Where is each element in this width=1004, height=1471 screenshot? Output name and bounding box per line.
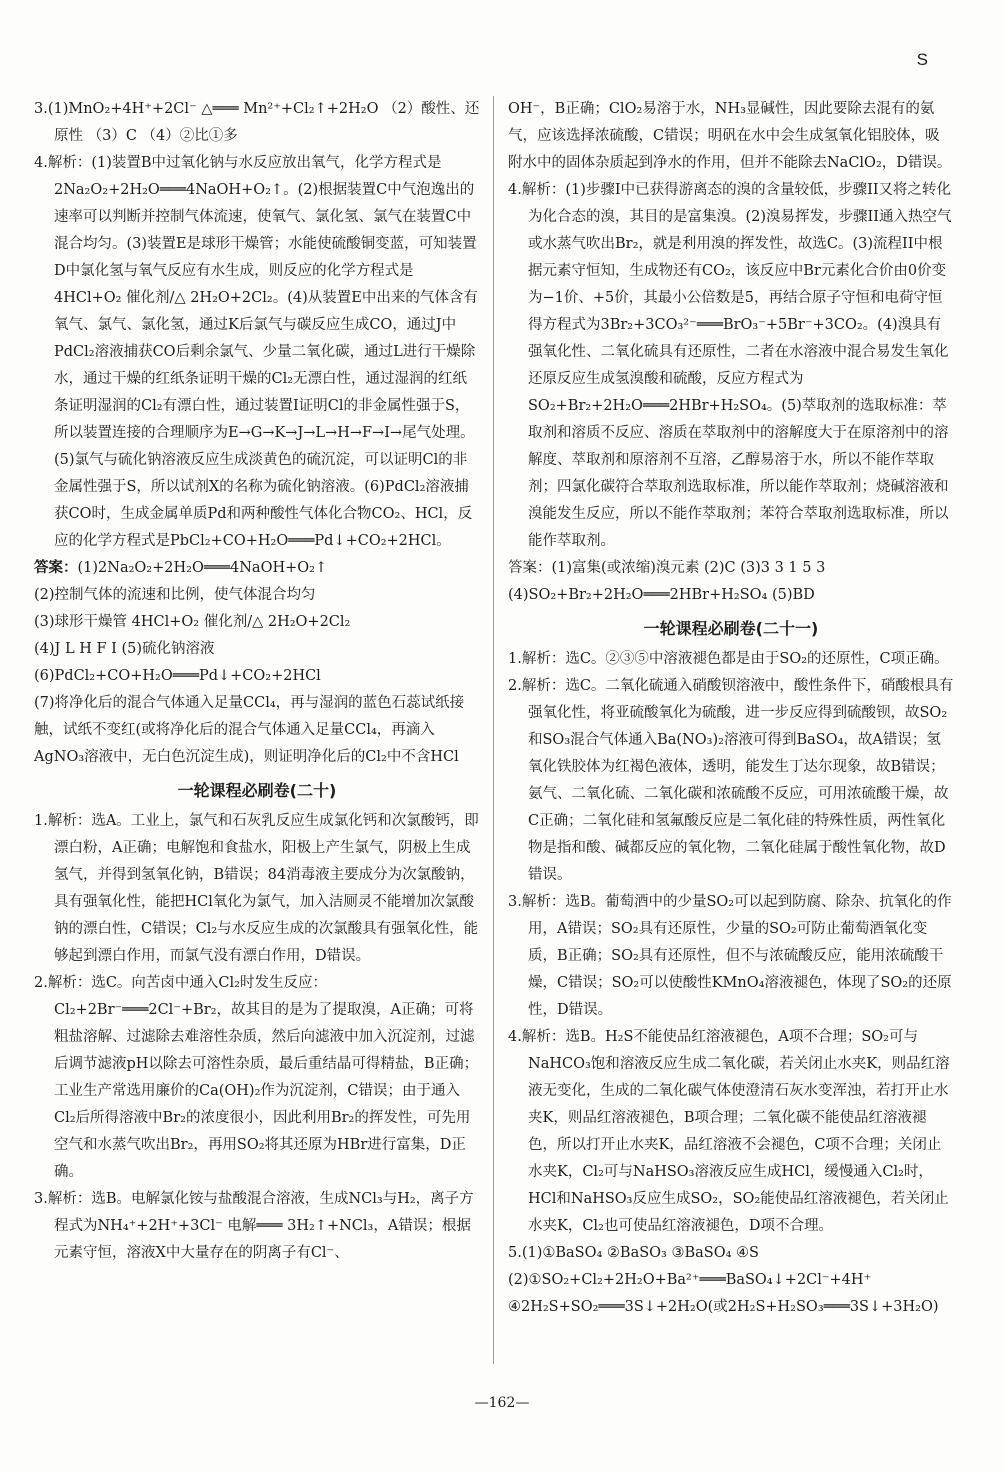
answer-4: (4)J L H F I (5)硫化钠溶液 — [34, 641, 215, 657]
analysis-s1: 1.解析：选A。工业上，氯气和石灰乳反应生成氯化钙和次氯酸钙，即漂白粉，A正确；电解饱和食盐水，阳极上产生氯气，阴极上生成氢气，并得到氢氧化钠，B错误；84消毒液主要成分为次氯酸钠，具有强氧化性，能把HCl氧化为氯气，加入洁厕灵不能增加次氯酸钠的漂白性，C错误；Cl₂与水反应生成的次氯酸具有强氧化性，能够起到漂白作用，而氯气没有漂白作用，D错误。 — [34, 813, 479, 964]
answer-r-4b: (4)SO₂+Br₂+2H₂O═══2HBr+H₂SO₄ (5)BD — [508, 587, 815, 603]
answer-3b: (3)球形干燥管 4HCl+O₂ 催化剂/△ 2H₂O+2Cl₂ — [34, 614, 351, 630]
answer-r5a: 5.(1)①BaSO₄ ②BaSO₃ ③BaSO₄ ④S — [508, 1245, 759, 1261]
section-heading-20: 一轮课程必刷卷(二十) — [177, 781, 337, 800]
analysis-r4: 4.解析：选B。H₂S不能使品红溶液褪色，A项不合理；SO₂可与NaHCO₃饱和溶液反应生成二氧化碳，若关闭止水夹K，则品红溶液无变化，生成的二氧化碳气体使澄清石灰水变浑浊，若打开止水夹K，则品红溶液褪色，B项合理；二氧化碳不能使品红溶液褪色，所以打开止水夹K，品红溶液不会褪色，C项不合理；关闭止水夹K，Cl₂可与NaHSO₃溶液反应生成HCl，缓慢通入Cl₂时，HCl和NaHSO₃反应生成SO₂，SO₂能使品红溶液褪色，若关闭止水夹K，Cl₂也可使品红溶液褪色，D项不合理。 — [508, 1029, 950, 1234]
continuation: OH⁻，B正确；ClO₂易溶于水，NH₃显碱性，因此要除去混有的氨气，应该选择浓硫酸，C错误；明矾在水中会生成氢氧化铝胶体，吸附水中的固体杂质起到净水的作用，但并不能除去NaClO₂，D错误。 — [508, 101, 952, 171]
answer-1: (1)2Na₂O₂+2H₂O═══4NaOH+O₂↑ — [77, 560, 328, 576]
answer-r-4: 答案：(1)富集(或浓缩)溴元素 (2)C (3)3 3 1 5 3 — [508, 560, 826, 576]
answer-r5c: ④2H₂S+SO₂═══3S↓+2H₂O(或2H₂S+H₂SO₃═══3S↓+3H₂O) — [508, 1299, 939, 1315]
answer-2: (2)控制气体的流速和比例，使气体混合均匀 — [34, 587, 316, 603]
section-heading-21: 一轮课程必刷卷(二十一) — [643, 619, 819, 638]
answer-6: (6)PdCl₂+CO+H₂O═══Pd↓+CO₂+2HCl — [34, 668, 321, 684]
page-number: —162— — [474, 1395, 530, 1411]
answer-r5b: (2)①SO₂+Cl₂+2H₂O+Ba²⁺═══BaSO₄↓+2Cl⁻+4H⁺ — [508, 1272, 872, 1288]
answer-7: (7)将净化后的混合气体通入足量CCl₄，再与湿润的蓝色石蕊试纸接触，试纸不变红(或将净化后的混合气体通入足量CCl₄，再滴入AgNO₃溶液中，无白色沉淀生成)，则证明净化后的Cl₂中不含HCl — [34, 695, 465, 765]
analysis-s2: 2.解析：选C。向苦卤中通入Cl₂时发生反应：Cl₂+2Br⁻═══2Cl⁻+Br₂，故其目的是为了提取溴，A正确；可将粗盐溶解、过滤除去难溶性杂质，然后向滤液中加入沉淀剂，过滤后调节滤液pH以除去可溶性杂质，最后重结晶可得精盐，B正确；工业生产常选用廉价的Ca(OH)₂作为沉淀剂，C错误；由于通入Cl₂后所得溶液中Br₂的浓度很小，因此利用Br₂的挥发性，可先用空气和水蒸气吹出Br₂，再用SO₂将其还原为HBr进行富集，D正确。 — [34, 975, 479, 1180]
analysis-r1: 1.解析：选C。②③⑤中溶液褪色都是由于SO₂的还原性，C项正确。 — [508, 651, 949, 667]
right-column — [508, 96, 954, 1321]
answer-3: 3.(1)MnO₂+4H⁺+2Cl⁻ △═══ Mn²⁺+Cl₂↑+2H₂O （2）酸性、还原性 （3）C （4）②比①多 — [34, 101, 480, 144]
corner-mark: S — [916, 50, 928, 69]
analysis-r-4: 4.解析：(1)步骤I中已获得游离态的溴的含量较低，步骤II又将之转化为化合态的溴，其目的是富集溴。(2)溴易挥发，步骤II通入热空气或水蒸气吹出Br₂，就是利用溴的挥发性，故选C。(3)流程II中根据元素守恒知，生成物还有CO₂，该反应中Br元素化合价由0价变为−1价、+5价，其最小公倍数是5，再结合原子守恒和电荷守恒得方程式为3Br₂+3CO₃²⁻═══BrO₃⁻+5Br⁻+3CO₂。(4)溴具有强氧化性、二氧化硫具有还原性，二者在水溶液中混合易发生氧化还原反应生成氢溴酸和硫酸，反应方程式为SO₂+Br₂+2H₂O═══2HBr+H₂SO₄。(5)萃取剂的选取标准：萃取剂和溶质不反应、溶质在萃取剂中的溶解度大于在原溶剂中的溶解度、萃取剂和原溶剂不互溶，乙醇易溶于水，所以不能作萃取剂；四氯化碳符合萃取剂选取标准，所以能作萃取剂；烧碱溶液和溴能发生反应，所以不能作萃取剂；苯符合萃取剂选取标准，所以能作萃取剂。 — [508, 182, 952, 549]
left-column — [34, 96, 480, 1267]
analysis-4: 4.解析：(1)装置B中过氧化钠与水反应放出氧气，化学方程式是2Na₂O₂+2H₂O═══4NaOH+O₂↑。(2)根据装置C中气泡逸出的速率可以判断并控制气体流速，使氧气、氯化氢、氯气在装置C中混合均匀。(3)装置E是球形干燥管；水能使硫酸铜变蓝，可知装置D中氯化氢与氧气反应有水生成，则反应的化学方程式是4HCl+O₂ 催化剂/△ 2H₂O+2Cl₂。(4)从装置E中出来的气体含有氧气、氯气、氯化氢，通过K后氯气与碳反应生成CO，通过J中PdCl₂溶液捕获CO后剩余氯气、少量二氧化碳，通过L进行干燥除水，通过干燥的红纸条证明干燥的Cl₂无漂白性，通过湿润的红纸条证明湿润的Cl₂有漂白性，通过装置I证明Cl的非金属性强于S，所以装置连接的合理顺序为E→G→K→J→L→H→F→I→尾气处理。(5)氯气与硫化钠溶液反应生成淡黄色的硫沉淀，可以证明Cl的非金属性强于S，所以试剂X的名称为硫化钠溶液。(6)PdCl₂溶液捕获CO时，生成金属单质Pd和两种酸性气体化合物CO₂、HCl，反应的化学方程式是PbCl₂+CO+H₂O═══Pd↓+CO₂+2HCl。 — [34, 155, 478, 549]
analysis-r3: 3.解析：选B。葡萄酒中的少量SO₂可以起到防腐、除杂、抗氧化的作用，A错误；SO₂具有还原性，少量的SO₂可防止葡萄酒氧化变质，B正确；SO₂具有还原性，但不与浓硫酸反应，能用浓硫酸干燥，C错误；SO₂可以使酸性KMnO₄溶液褪色，体现了SO₂的还原性，D错误。 — [508, 894, 952, 1018]
answer-label: 答案： — [34, 560, 78, 576]
analysis-r2: 2.解析：选C。二氧化硫通入硝酸钡溶液中，酸性条件下，硝酸根具有强氧化性，将亚硫酸氧化为硫酸，进一步反应得到硫酸钡，故SO₂和SO₃混合气体通入Ba(NO₃)₂溶液可得到BaSO₄，故A错误；氢氧化铁胶体为红褐色液体，透明，能发生丁达尔现象，故B错误；氨气、二氧化硫、二氧化碳和浓硫酸不反应，可用浓硫酸干燥，故C正确；二氧化硅和氢氟酸反应是二氧化硅的特殊性质，两性氧化物是指和酸、碱都反应的氧化物，二氧化硅属于酸性氧化物，故D错误。 — [508, 678, 954, 883]
analysis-s3: 3.解析：选B。电解氯化铵与盐酸混合溶液，生成NCl₃与H₂，离子方程式为NH₄⁺+2H⁺+3Cl⁻ 电解═══ 3H₂↑+NCl₃，A错误；根据元素守恒，溶液X中大量存在的阴离子有Cl⁻、 — [34, 1191, 474, 1261]
column-divider — [493, 96, 494, 1364]
